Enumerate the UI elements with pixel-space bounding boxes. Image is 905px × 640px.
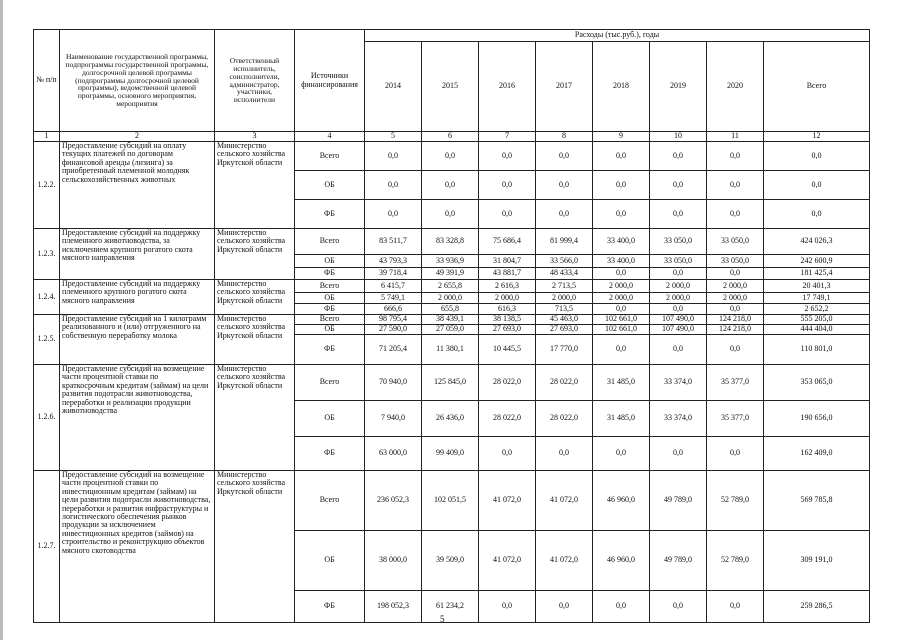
- row-year-value: 198 052,3: [365, 591, 422, 623]
- row-code: 1.2.2.: [34, 142, 60, 229]
- row-year-value: 49 789,0: [650, 531, 707, 591]
- row-source: Всего: [295, 142, 365, 171]
- row-source: ОБ: [295, 325, 365, 335]
- header-year: 2017: [536, 42, 593, 132]
- row-total-value: 0,0: [764, 142, 870, 171]
- row-year-value: 102 661,0: [593, 325, 650, 335]
- column-index: 10: [650, 132, 707, 142]
- table-row: [34, 471, 870, 531]
- row-year-value: 33 566,0: [536, 255, 593, 268]
- row-year-value: 2 000,0: [479, 293, 536, 304]
- row-year-value: 41 072,0: [479, 471, 536, 531]
- row-year-value: 0,0: [536, 437, 593, 471]
- row-total-value: 424 026,3: [764, 229, 870, 255]
- row-year-value: 43 881,7: [479, 268, 536, 280]
- scan-edge-left: [0, 0, 3, 640]
- row-year-value: 31 485,0: [593, 401, 650, 437]
- row-year-value: 0,0: [650, 142, 707, 171]
- row-year-value: 0,0: [707, 268, 764, 280]
- row-year-value: 0,0: [479, 591, 536, 623]
- row-year-value: 41 072,0: [536, 531, 593, 591]
- row-year-value: 52 789,0: [707, 531, 764, 591]
- row-year-value: 2 000,0: [707, 280, 764, 293]
- row-year-value: 0,0: [536, 171, 593, 200]
- row-year-value: 0,0: [593, 171, 650, 200]
- row-total-value: 259 286,5: [764, 591, 870, 623]
- header-year: 2020: [707, 42, 764, 132]
- row-responsible: Министерство сельского хозяйства Иркутской области: [215, 471, 295, 623]
- row-year-value: 46 960,0: [593, 531, 650, 591]
- row-year-value: 0,0: [536, 591, 593, 623]
- row-year-value: 28 022,0: [479, 365, 536, 401]
- row-year-value: 61 234,2: [422, 591, 479, 623]
- row-year-value: 2 000,0: [422, 293, 479, 304]
- row-year-value: 713,5: [536, 304, 593, 315]
- row-year-value: 0,0: [650, 335, 707, 365]
- row-year-value: 28 022,0: [536, 401, 593, 437]
- row-year-value: 0,0: [422, 171, 479, 200]
- row-name: Предоставление субсидий на 1 килограмм реализованного и (или) отгруженного на собственную переработку молока: [60, 315, 215, 365]
- row-year-value: 2 616,3: [479, 280, 536, 293]
- column-index: 5: [365, 132, 422, 142]
- header-year: 2016: [479, 42, 536, 132]
- row-year-value: 0,0: [650, 591, 707, 623]
- row-year-value: 0,0: [650, 171, 707, 200]
- row-year-value: 107 490,0: [650, 325, 707, 335]
- budget-table: [33, 29, 870, 623]
- row-year-value: 46 960,0: [593, 471, 650, 531]
- column-index: 1: [34, 132, 60, 142]
- column-index: 12: [764, 132, 870, 142]
- row-source: ФБ: [295, 437, 365, 471]
- row-year-value: 31 485,0: [593, 365, 650, 401]
- row-year-value: 0,0: [707, 142, 764, 171]
- row-year-value: 0,0: [365, 200, 422, 229]
- table-row: [34, 142, 870, 171]
- row-year-value: 33 050,0: [650, 229, 707, 255]
- row-year-value: 33 050,0: [650, 255, 707, 268]
- row-year-value: 0,0: [422, 200, 479, 229]
- row-year-value: 43 793,3: [365, 255, 422, 268]
- row-source: ОБ: [295, 531, 365, 591]
- row-year-value: 5 749,1: [365, 293, 422, 304]
- header-year: 2018: [593, 42, 650, 132]
- column-index: 6: [422, 132, 479, 142]
- row-source: ФБ: [295, 591, 365, 623]
- row-year-value: 616,3: [479, 304, 536, 315]
- row-year-value: 52 789,0: [707, 471, 764, 531]
- column-index: 3: [215, 132, 295, 142]
- row-total-value: 2 652,2: [764, 304, 870, 315]
- row-total-value: 181 425,4: [764, 268, 870, 280]
- row-year-value: 0,0: [593, 304, 650, 315]
- row-code: 1.2.5.: [34, 315, 60, 365]
- row-year-value: 102 051,5: [422, 471, 479, 531]
- row-year-value: 0,0: [536, 142, 593, 171]
- row-year-value: 0,0: [479, 142, 536, 171]
- row-total-value: 20 401,3: [764, 280, 870, 293]
- row-year-value: 2 000,0: [650, 293, 707, 304]
- table-row: [34, 315, 870, 325]
- header-expenses: Расходы (тыс.руб.), годы: [365, 30, 870, 42]
- row-year-value: 0,0: [707, 335, 764, 365]
- row-year-value: 27 693,0: [479, 325, 536, 335]
- row-year-value: 48 433,4: [536, 268, 593, 280]
- row-year-value: 0,0: [479, 200, 536, 229]
- row-year-value: 35 377,0: [707, 401, 764, 437]
- row-total-value: 17 749,1: [764, 293, 870, 304]
- header-year: 2014: [365, 42, 422, 132]
- row-source: Всего: [295, 315, 365, 325]
- row-year-value: 0,0: [593, 268, 650, 280]
- table-row: [34, 365, 870, 401]
- row-source: Всего: [295, 365, 365, 401]
- row-year-value: 99 409,0: [422, 437, 479, 471]
- row-year-value: 27 693,0: [536, 325, 593, 335]
- row-year-value: 0,0: [365, 142, 422, 171]
- row-year-value: 0,0: [536, 200, 593, 229]
- table-header: [34, 30, 870, 142]
- row-year-value: 0,0: [650, 200, 707, 229]
- row-year-value: 0,0: [593, 142, 650, 171]
- row-source: Всего: [295, 280, 365, 293]
- row-year-value: 41 072,0: [536, 471, 593, 531]
- header-year: Всего: [764, 42, 870, 132]
- header-year: 2019: [650, 42, 707, 132]
- row-year-value: 71 205,4: [365, 335, 422, 365]
- row-source: ОБ: [295, 255, 365, 268]
- row-year-value: 17 770,0: [536, 335, 593, 365]
- row-year-value: 39 718,4: [365, 268, 422, 280]
- header-year: 2015: [422, 42, 479, 132]
- row-year-value: 2 000,0: [650, 280, 707, 293]
- row-year-value: 35 377,0: [707, 365, 764, 401]
- row-code: 1.2.3.: [34, 229, 60, 280]
- column-index-row: [34, 132, 870, 142]
- row-year-value: 666,6: [365, 304, 422, 315]
- row-year-value: 33 400,0: [593, 255, 650, 268]
- row-source: ФБ: [295, 200, 365, 229]
- row-year-value: 27 590,0: [365, 325, 422, 335]
- row-total-value: 309 191,0: [764, 531, 870, 591]
- row-year-value: 70 940,0: [365, 365, 422, 401]
- row-code: 1.2.6.: [34, 365, 60, 471]
- row-year-value: 124 218,0: [707, 315, 764, 325]
- row-year-value: 0,0: [479, 171, 536, 200]
- row-name: Предоставление субсидий на возмещение части процентной ставки по инвестиционным кредитам (займам) на цели развития подотрасли животноводства, переработки и развития инфраструктуры и логистического обеспечения рынков продукции за исключением инвестиционных кредитов (займов) на строительство и реконструкцию объектов мясного скотоводства: [60, 471, 215, 623]
- row-total-value: 0,0: [764, 171, 870, 200]
- row-year-value: 63 000,0: [365, 437, 422, 471]
- row-total-value: 0,0: [764, 200, 870, 229]
- column-index: 11: [707, 132, 764, 142]
- row-year-value: 2 713,5: [536, 280, 593, 293]
- row-year-value: 33 050,0: [707, 229, 764, 255]
- row-year-value: 31 804,7: [479, 255, 536, 268]
- header-num: № п/п: [34, 30, 60, 132]
- row-year-value: 49 789,0: [650, 471, 707, 531]
- row-year-value: 0,0: [422, 142, 479, 171]
- column-index: 8: [536, 132, 593, 142]
- row-year-value: 0,0: [593, 200, 650, 229]
- row-year-value: 0,0: [707, 591, 764, 623]
- row-year-value: 125 845,0: [422, 365, 479, 401]
- row-year-value: 6 415,7: [365, 280, 422, 293]
- row-total-value: 190 656,0: [764, 401, 870, 437]
- row-year-value: 655,8: [422, 304, 479, 315]
- row-year-value: 33 936,9: [422, 255, 479, 268]
- row-source: Всего: [295, 229, 365, 255]
- header-name: Наименование государственной программы, подпрограммы государственной программы, долгосрочной целевой программы (подпрограммы долгосрочной целевой программы), ведомственной целевой программы, основного мероприятия, мероприятия: [60, 30, 215, 132]
- row-year-value: 236 052,3: [365, 471, 422, 531]
- column-index: 4: [295, 132, 365, 142]
- row-name: Предоставление субсидий на возмещение части процентной ставки по краткосрочным кредитам (займам) на цели развития подотрасли животноводства, переработки и реализации продукции животноводства: [60, 365, 215, 471]
- row-source: ФБ: [295, 268, 365, 280]
- row-year-value: 0,0: [479, 437, 536, 471]
- row-year-value: 39 509,0: [422, 531, 479, 591]
- row-year-value: 0,0: [650, 268, 707, 280]
- row-year-value: 0,0: [593, 591, 650, 623]
- row-name: Предоставление субсидий на оплату текущих платежей по договорам финансовой аренды (лизинга) за приобретенный племенной молодняк сельскохозяйственных животных: [60, 142, 215, 229]
- row-year-value: 28 022,0: [536, 365, 593, 401]
- row-name: Предоставление субсидий на поддержку племенного животноводства, за исключением крупного рогатого скота мясного направления: [60, 229, 215, 280]
- column-index: 7: [479, 132, 536, 142]
- row-code: 1.2.4.: [34, 280, 60, 315]
- row-year-value: 11 380,1: [422, 335, 479, 365]
- row-year-value: 33 400,0: [593, 229, 650, 255]
- row-total-value: 569 785,8: [764, 471, 870, 531]
- row-year-value: 0,0: [650, 437, 707, 471]
- row-year-value: 49 391,9: [422, 268, 479, 280]
- row-total-value: 110 801,0: [764, 335, 870, 365]
- row-source: Всего: [295, 471, 365, 531]
- row-year-value: 2 000,0: [593, 280, 650, 293]
- row-total-value: 162 409,0: [764, 437, 870, 471]
- row-total-value: 353 065,0: [764, 365, 870, 401]
- row-year-value: 2 655,8: [422, 280, 479, 293]
- header-responsible: Ответственный исполнитель, соисполнители, администратор, участники, исполнители: [215, 30, 295, 132]
- row-year-value: 83 328,8: [422, 229, 479, 255]
- row-year-value: 0,0: [707, 200, 764, 229]
- row-total-value: 242 600,9: [764, 255, 870, 268]
- row-source: ФБ: [295, 335, 365, 365]
- row-responsible: Министерство сельского хозяйства Иркутской области: [215, 315, 295, 365]
- row-responsible: Министерство сельского хозяйства Иркутской области: [215, 142, 295, 229]
- row-year-value: 98 795,4: [365, 315, 422, 325]
- row-source: ОБ: [295, 401, 365, 437]
- row-year-value: 2 000,0: [707, 293, 764, 304]
- row-year-value: 2 000,0: [593, 293, 650, 304]
- row-year-value: 81 999,4: [536, 229, 593, 255]
- row-year-value: 0,0: [593, 437, 650, 471]
- row-year-value: 0,0: [707, 171, 764, 200]
- table-row: [34, 229, 870, 255]
- row-year-value: 26 436,0: [422, 401, 479, 437]
- row-year-value: 28 022,0: [479, 401, 536, 437]
- row-year-value: 0,0: [593, 335, 650, 365]
- row-year-value: 10 445,5: [479, 335, 536, 365]
- row-year-value: 107 490,0: [650, 315, 707, 325]
- row-year-value: 27 059,0: [422, 325, 479, 335]
- row-year-value: 38 138,5: [479, 315, 536, 325]
- row-source: ФБ: [295, 304, 365, 315]
- row-code: 1.2.7.: [34, 471, 60, 623]
- row-year-value: 33 374,0: [650, 365, 707, 401]
- row-year-value: 38 439,1: [422, 315, 479, 325]
- row-year-value: 0,0: [707, 304, 764, 315]
- row-responsible: Министерство сельского хозяйства Иркутской области: [215, 365, 295, 471]
- table-row: [34, 280, 870, 293]
- row-total-value: 444 404,0: [764, 325, 870, 335]
- row-year-value: 0,0: [650, 304, 707, 315]
- row-total-value: 555 205,0: [764, 315, 870, 325]
- row-year-value: 75 686,4: [479, 229, 536, 255]
- row-source: ОБ: [295, 293, 365, 304]
- row-year-value: 33 374,0: [650, 401, 707, 437]
- page-number: 5: [440, 614, 445, 624]
- row-year-value: 83 511,7: [365, 229, 422, 255]
- row-year-value: 0,0: [707, 437, 764, 471]
- header-source: Источники финансирования: [295, 30, 365, 132]
- row-year-value: 102 661,0: [593, 315, 650, 325]
- table-body: [34, 142, 870, 623]
- row-year-value: 0,0: [365, 171, 422, 200]
- row-year-value: 45 463,0: [536, 315, 593, 325]
- row-year-value: 7 940,0: [365, 401, 422, 437]
- row-responsible: Министерство сельского хозяйства Иркутской области: [215, 280, 295, 315]
- row-year-value: 124 218,0: [707, 325, 764, 335]
- row-year-value: 41 072,0: [479, 531, 536, 591]
- row-name: Предоставление субсидий на поддержку племенного крупного рогатого скота мясного направления: [60, 280, 215, 315]
- row-year-value: 2 000,0: [536, 293, 593, 304]
- row-source: ОБ: [295, 171, 365, 200]
- row-responsible: Министерство сельского хозяйства Иркутской области: [215, 229, 295, 280]
- row-year-value: 38 000,0: [365, 531, 422, 591]
- column-index: 9: [593, 132, 650, 142]
- row-year-value: 33 050,0: [707, 255, 764, 268]
- column-index: 2: [60, 132, 215, 142]
